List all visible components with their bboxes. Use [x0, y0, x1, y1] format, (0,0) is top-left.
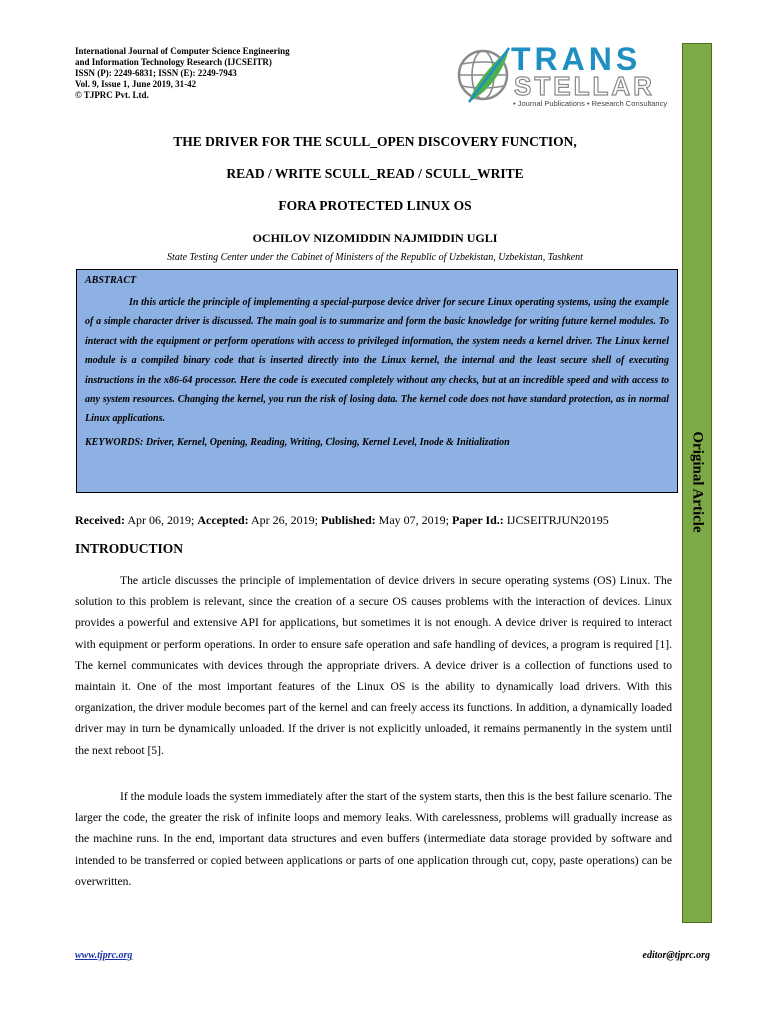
accepted-label: Accepted: — [197, 513, 249, 527]
published-label: Published: — [320, 513, 376, 527]
journal-volume: Vol. 9, Issue 1, June 2019, 31-42 — [75, 79, 197, 89]
paper-title-line2: READ / WRITE SCULL_READ / SCULL_WRITE — [226, 166, 524, 181]
publication-dates — [75, 513, 695, 528]
globe-leaf-icon — [455, 42, 513, 108]
editor-email: editor@tjprc.org — [642, 950, 710, 961]
author-name: OCHILOV NIZOMIDDIN NAJMIDDIN UGLI — [252, 231, 498, 245]
received-date: Apr 06, 2019; — [127, 513, 195, 527]
journal-name-line2: and Information Technology Research (IJCSEITR) — [75, 57, 272, 67]
logo-text-trans: TRANS — [511, 41, 642, 77]
keywords: KEYWORDS: Driver, Kernel, Opening, Reading, Writing, Closing, Kernel Level, Inode & Initialization — [85, 436, 510, 448]
journal-copyright: © TJPRC Pvt. Ltd. — [75, 90, 149, 100]
published-date: May 07, 2019; — [378, 513, 450, 527]
journal-name-line1: International Journal of Computer Science Engineering — [75, 46, 290, 56]
introduction-paragraph-2: If the module loads the system immediately after the start of the system starts, then this is the best failure scenario. The larger the code, the greater the risk of infinite loops and memory leaks. With carelessness, problems will gradually increase as the machine runs. In the end, important data structures and even buffers (intermediate data storage provided by software and intended to be transferred or copied between applications or parts of one application through cut, copy, paste operations) can be overwritten. — [75, 790, 672, 888]
journal-issn: ISSN (P): 2249-6831; ISSN (E): 2249-7943 — [75, 68, 237, 78]
paper-id: IJCSEITRJUN20195 — [506, 513, 609, 527]
publisher-logo — [455, 42, 677, 110]
website-link[interactable]: www.tjprc.org — [75, 950, 133, 961]
logo-text-stellar: STELLAR — [514, 71, 655, 101]
introduction-heading: INTRODUCTION — [75, 541, 184, 556]
abstract-body: In this article the principle of implementing a special-purpose device driver for secure Linux operating systems, using the example of a simple character driver is discussed. The main goal is to summarize and form the basic knowledge for writing future kernel modules. To interact with the equipment or perform operations with access to privileged information, the system needs a kernel driver. The Linux kernel module is a compiled binary code that is inserted directly into the Linux kernel, the internal and the least secure shell of executing instructions in the x86-64 processor. Here the code is executed completely without any checks, but at an incredible speed and with access to any system resources. Changing the kernel, you run the risk of losing data. The kernel code does not have standard protection, as in normal Linux applications. — [85, 297, 669, 425]
introduction-paragraph-1: The article discusses the principle of implementation of device drivers in secure operating systems (OS) Linux. The solution to this problem is relevant, since the creation of a secure OS causes problems with the interaction of devices. Linux provides a powerful and extensive API for applications, but sometimes it is not enough. A device driver is required to interact with equipment or perform operations. In order to ensure safe operation and safe handling of devices, a program is required [1]. The kernel communicates with devices through the appropriate drivers. A device driver is a collection of functions used to maintain it. One of the most important features of the Linux OS is the ability to dynamically load drivers. With this organization, the driver module becomes part of the kernel and can freely access its functions. In addition, a dynamically loaded driver may in turn be dynamically unloaded. If the driver is not explicitly unloaded, it remains permanently in the system until the next reboot [5]. — [75, 574, 672, 757]
paper-id-label: Paper Id.: — [452, 513, 504, 527]
journal-info — [75, 46, 375, 101]
logo-tagline: • Journal Publications • Research Consultancy — [513, 99, 668, 108]
paper-title-line3: FORA PROTECTED LINUX OS — [278, 198, 472, 213]
paper-title-line1: THE DRIVER FOR THE SCULL_OPEN DISCOVERY FUNCTION, — [173, 134, 577, 149]
author-affiliation: State Testing Center under the Cabinet of Ministers of the Republic of Uzbekistan, Uzbekistan, Tashkent — [167, 252, 583, 263]
original-article-label: Original Article — [689, 431, 706, 533]
abstract-box — [76, 269, 678, 493]
abstract-heading: ABSTRACT — [85, 275, 137, 286]
received-label: Received: — [75, 513, 125, 527]
accepted-date: Apr 26, 2019; — [250, 513, 318, 527]
